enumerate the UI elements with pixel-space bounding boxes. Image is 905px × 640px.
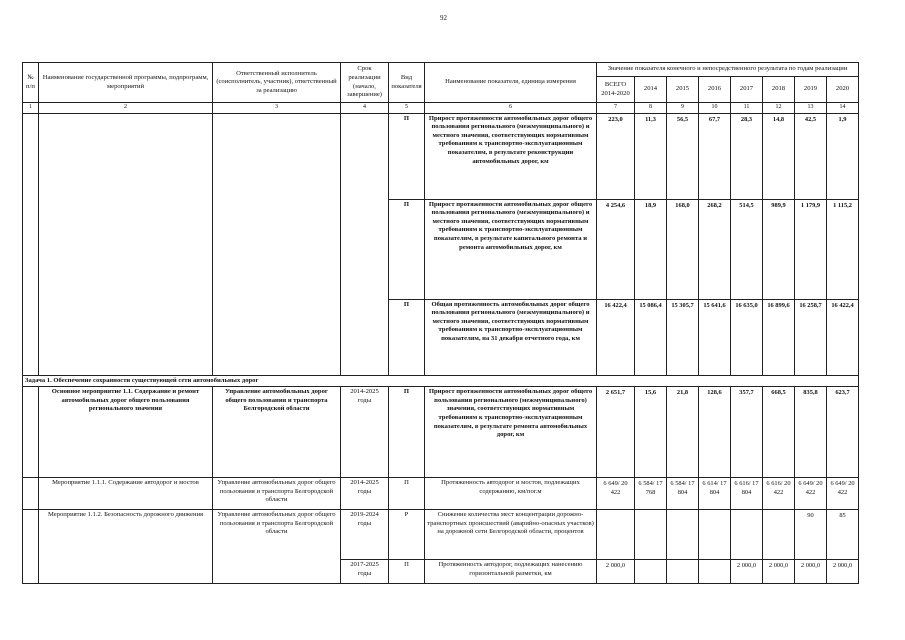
header-year: 2019 [795, 77, 827, 103]
value-cell: 2 000,0 [731, 560, 763, 584]
header-kind: Вид показателя [389, 63, 425, 103]
empty-cell [39, 113, 213, 375]
event-term: 2014-2025 годы [341, 478, 389, 510]
value-cell: 16 422,4 [827, 299, 859, 375]
header-year: 2016 [699, 77, 731, 103]
value-cell [699, 510, 731, 560]
value-cell: 989,9 [763, 199, 795, 299]
value-cell: 14,8 [763, 113, 795, 199]
value-cell: 268,2 [699, 199, 731, 299]
value-cell: 16 422,4 [597, 299, 635, 375]
value-cell: 2 000,0 [827, 560, 859, 584]
column-index: 12 [763, 103, 795, 114]
value-cell: 223,0 [597, 113, 635, 199]
column-index: 13 [795, 103, 827, 114]
value-cell: 668,5 [763, 387, 795, 478]
column-index: 4 [341, 103, 389, 114]
column-index: 5 [389, 103, 425, 114]
header-indicator: Наименование показателя, единица измерения [425, 63, 597, 103]
header-executor: Ответственный исполнитель (соисполнитель, участник), ответственный за реализацию [213, 63, 341, 103]
value-cell: 6 649/ 20 422 [795, 478, 827, 510]
task-title: Задача 1. Обеспечение сохранности существующей сети автомобильных дорог [23, 375, 859, 387]
value-cell: 21,8 [667, 387, 699, 478]
value-cell: 56,5 [667, 113, 699, 199]
indicator-name: Прирост протяженности автомобильных дорог общего пользования регионального (межмуниципального) и местного значения, соответствующих нормативным требованиям к транспортно-эксплуатационным показателям, в результате реконструкции автомобильных дорог, км [425, 113, 597, 199]
indicator-kind: П [389, 387, 425, 478]
value-cell: 128,6 [699, 387, 731, 478]
indicator-kind: П [389, 199, 425, 299]
value-cell: 85 [827, 510, 859, 560]
value-cell: 90 [795, 510, 827, 560]
value-cell [699, 560, 731, 584]
value-cell: 2 000,0 [763, 560, 795, 584]
header-year: 2018 [763, 77, 795, 103]
column-index: 8 [635, 103, 667, 114]
value-cell: 15 086,4 [635, 299, 667, 375]
value-cell [667, 560, 699, 584]
value-cell: 1 115,2 [827, 199, 859, 299]
value-cell: 42,5 [795, 113, 827, 199]
value-cell: 67,7 [699, 113, 731, 199]
value-cell: 835,8 [795, 387, 827, 478]
indicator-name: Общая протяженность автомобильных дорог общего пользования регионального (межмуниципального) и местного значения, соответствующих нормативным требованиям к транспортно-эксплуатационным показателям, на 31 декабря отчетного года, км [425, 299, 597, 375]
header-total: ВСЕГО 2014-2020 [597, 77, 635, 103]
value-cell: 4 254,6 [597, 199, 635, 299]
column-index: 1 [23, 103, 39, 114]
event-term: 2017-2025 годы [341, 560, 389, 584]
value-cell: 15 305,7 [667, 299, 699, 375]
empty-cell [23, 387, 39, 478]
column-index: 2 [39, 103, 213, 114]
column-index-row [23, 103, 859, 114]
value-cell [635, 560, 667, 584]
empty-cell [23, 113, 39, 375]
value-cell [635, 510, 667, 560]
indicator-kind: П [389, 299, 425, 375]
event-term: 2019-2024 годы [341, 510, 389, 560]
empty-cell [23, 478, 39, 510]
value-cell: 168,0 [667, 199, 699, 299]
value-cell [731, 510, 763, 560]
page-number: 92 [440, 14, 447, 22]
value-cell: 18,9 [635, 199, 667, 299]
value-cell [597, 510, 635, 560]
table-row [23, 113, 859, 199]
column-index: 9 [667, 103, 699, 114]
event-name: Мероприятие 1.1.2. Безопасность дорожного движения [39, 510, 213, 584]
header-year: 2015 [667, 77, 699, 103]
table-row [23, 478, 859, 510]
event-executor: Управление автомобильных дорог общего пользования и транспорта Белгородской области [213, 387, 341, 478]
value-cell: 6 649/ 20 422 [827, 478, 859, 510]
indicators-table [22, 62, 859, 584]
value-cell: 6 584/ 17 804 [667, 478, 699, 510]
indicator-kind: П [389, 113, 425, 199]
value-cell: 2 000,0 [795, 560, 827, 584]
header-year: 2014 [635, 77, 667, 103]
value-cell: 6 649/ 20 422 [597, 478, 635, 510]
header-name: Наименование государственной программы, подпрограмм, мероприятий [39, 63, 213, 103]
value-cell: 6 584/ 17 768 [635, 478, 667, 510]
event-name: Мероприятие 1.1.1. Содержание автодорог и мостов [39, 478, 213, 510]
value-cell: 6 614/ 17 804 [699, 478, 731, 510]
value-cell: 6 616/ 20 422 [763, 478, 795, 510]
table-row [23, 510, 859, 560]
indicator-kind: Р [389, 510, 425, 560]
empty-cell [341, 113, 389, 375]
event-name: Основное мероприятие 1.1. Содержание и ремонт автомобильных дорог общего пользования регионального значения [39, 387, 213, 478]
value-cell: 16 899,6 [763, 299, 795, 375]
value-cell: 16 258,7 [795, 299, 827, 375]
header-year: 2020 [827, 77, 859, 103]
column-index: 3 [213, 103, 341, 114]
value-cell: 15,6 [635, 387, 667, 478]
column-index: 14 [827, 103, 859, 114]
column-index: 6 [425, 103, 597, 114]
value-cell: 11,3 [635, 113, 667, 199]
indicator-name: Снижение количества мест концентрации дорожно-транспортных происшествий (аварийно-опасных участков) на дорожной сети Белгородской области, процентов [425, 510, 597, 560]
empty-cell [23, 510, 39, 584]
empty-cell [213, 113, 341, 375]
indicator-kind: П [389, 478, 425, 510]
header-values-group: Значение показателя конечного и непосредственного результата по годам реализации [597, 63, 859, 77]
column-index: 11 [731, 103, 763, 114]
value-cell: 357,7 [731, 387, 763, 478]
value-cell: 514,5 [731, 199, 763, 299]
indicator-name: Протяженность автодорог и мостов, подлежащих содержанию, км/пог.м [425, 478, 597, 510]
event-executor: Управление автомобильных дорог общего пользования и транспорта Белгородской области [213, 478, 341, 510]
event-executor: Управление автомобильных дорог общего пользования и транспорта Белгородской области [213, 510, 341, 584]
indicator-name: Протяженность автодорог, подлежащих нанесению горизонтальной разметки, км [425, 560, 597, 584]
column-index: 7 [597, 103, 635, 114]
table-row [23, 387, 859, 478]
value-cell: 1,9 [827, 113, 859, 199]
value-cell [667, 510, 699, 560]
task-row [23, 375, 859, 387]
event-term: 2014-2025 годы [341, 387, 389, 478]
value-cell: 2 651,7 [597, 387, 635, 478]
indicator-name: Прирост протяженности автомобильных дорог общего пользования регионального (межмуниципального) значения, соответствующих нормативным требованиям к транспортно-эксплуатационным показателям, в результате ремонта автомобильных дорог, км [425, 387, 597, 478]
indicator-name: Прирост протяженности автомобильных дорог общего пользования регионального (межмуниципального) и местного значения, соответствующих нормативным требованиям к транспортно-эксплуатационным показателям, в результате капитального ремонта и ремонта автомобильных дорог, км [425, 199, 597, 299]
value-cell: 6 616/ 17 804 [731, 478, 763, 510]
header-term: Срок реализации (начало, завершение) [341, 63, 389, 103]
column-index: 10 [699, 103, 731, 114]
value-cell: 15 641,6 [699, 299, 731, 375]
indicator-kind: П [389, 560, 425, 584]
value-cell [763, 510, 795, 560]
value-cell: 16 635,0 [731, 299, 763, 375]
value-cell: 2 000,0 [597, 560, 635, 584]
header-no: № п/п [23, 63, 39, 103]
header-year: 2017 [731, 77, 763, 103]
value-cell: 1 179,9 [795, 199, 827, 299]
value-cell: 28,3 [731, 113, 763, 199]
value-cell: 623,7 [827, 387, 859, 478]
